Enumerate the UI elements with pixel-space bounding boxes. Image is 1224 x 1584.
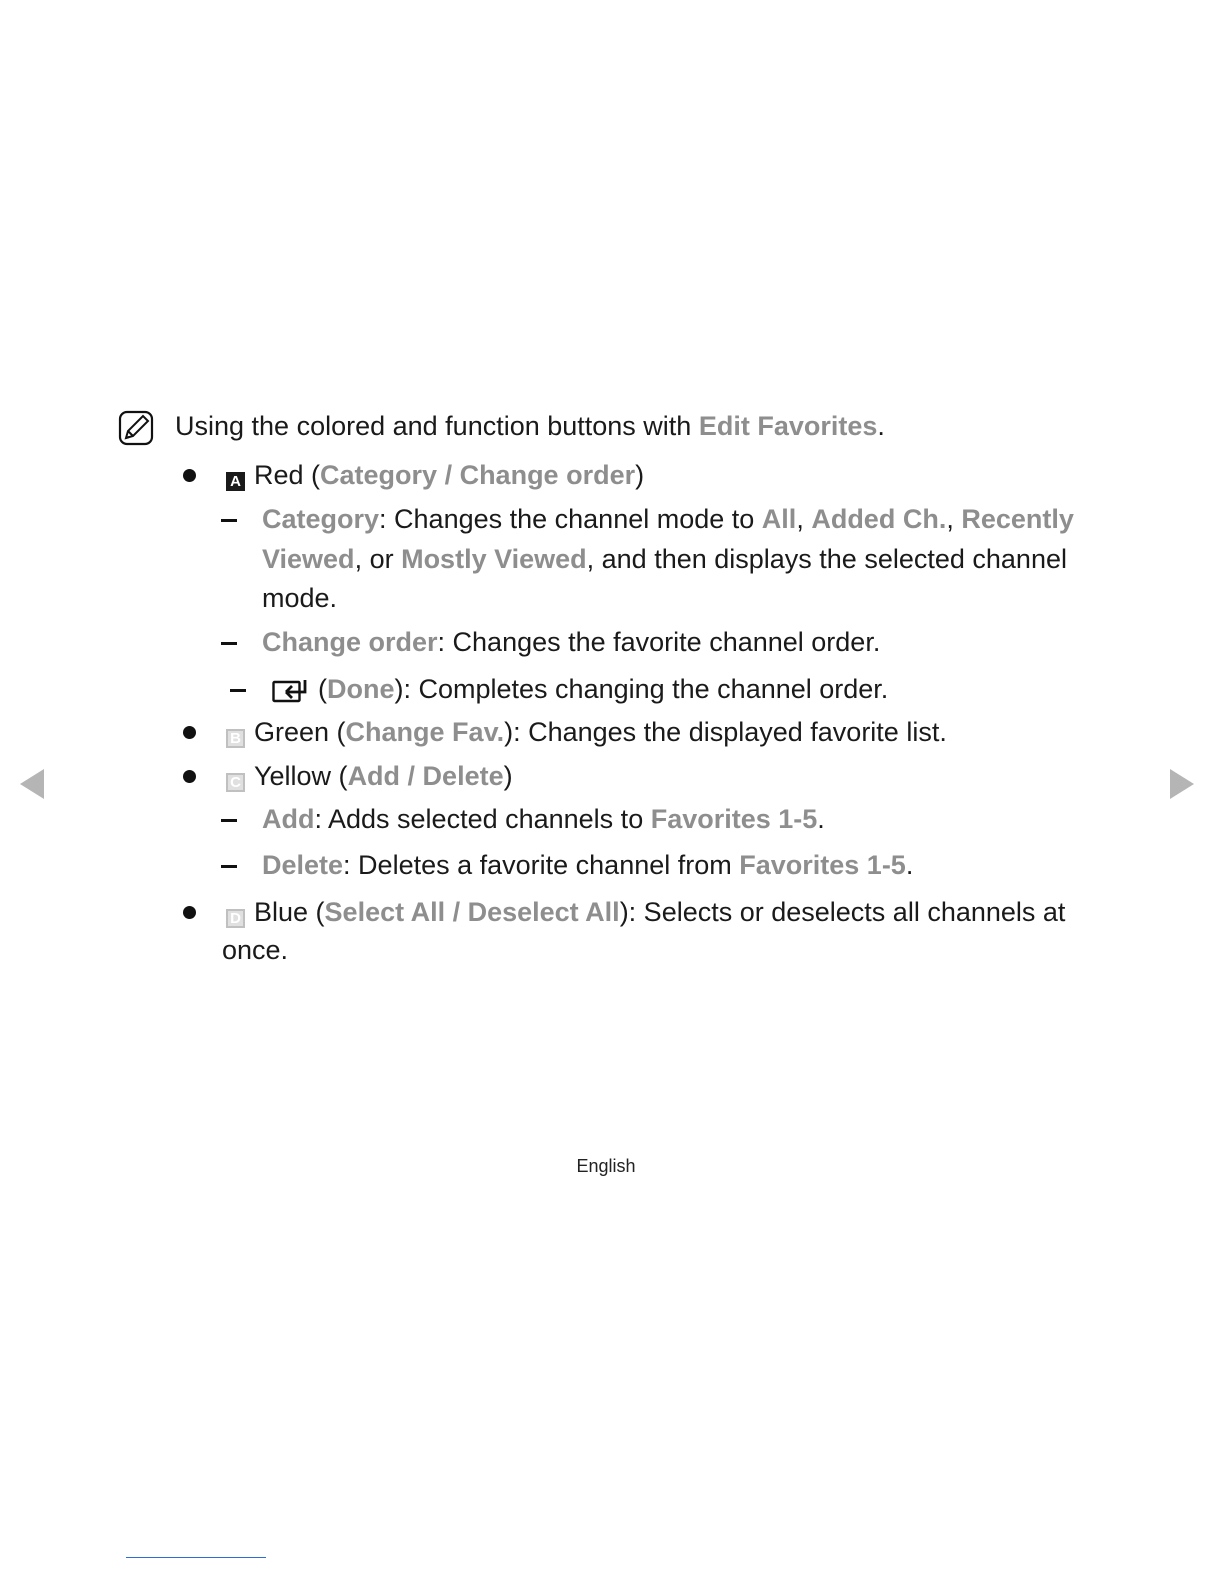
prev-page-icon[interactable] [18, 767, 46, 801]
blue-d-key-icon: D [226, 909, 245, 928]
green-item: B Green (Change Fav.): Changes the displayed favorite list. [226, 719, 947, 748]
bullet-dot [183, 469, 196, 482]
category-item-line-3: mode. [262, 583, 338, 613]
next-page-icon[interactable] [1168, 767, 1196, 801]
yellow-item: C Yellow (Add / Delete) [226, 763, 513, 792]
note-highlight: Edit Favorites [698, 411, 878, 441]
link-underline [126, 1557, 266, 1558]
note-line: Using the colored and function buttons with Edit Favorites. [175, 411, 885, 441]
bullet-dot [183, 770, 196, 783]
dash [221, 819, 237, 822]
bullet-dot [183, 906, 196, 919]
note-text: Using the colored and function buttons with [175, 411, 699, 441]
category-item-line-2: Viewed, or Mostly Viewed, and then displays the selected channel [262, 544, 1067, 574]
add-item: Add: Adds selected channels to Favorites 1-5. [262, 804, 825, 834]
red-item: A Red (Category / Change order) [226, 462, 644, 491]
dash [230, 689, 246, 692]
delete-item: Delete: Deletes a favorite channel from Favorites 1-5. [262, 850, 914, 880]
dash [221, 642, 237, 645]
category-item: Category: Changes the channel mode to All, Added Ch., Recently [262, 504, 1074, 534]
red-a-key-icon: A [226, 472, 245, 491]
footer-language: English [576, 1156, 636, 1176]
blue-item: D Blue (Select All / Deselect All): Selects or deselects all channels at [226, 899, 1065, 928]
dash [221, 865, 237, 868]
change-order-item: Change order: Changes the favorite channel order. [262, 627, 881, 657]
green-b-key-icon: B [226, 729, 245, 748]
note-icon [118, 410, 154, 446]
dash [221, 519, 237, 522]
blue-item-line-2: once. [222, 935, 289, 965]
enter-icon [272, 678, 308, 704]
yellow-c-key-icon: C [226, 773, 245, 792]
bullet-dot [183, 726, 196, 739]
done-item: (Done): Completes changing the channel order. [272, 676, 888, 704]
